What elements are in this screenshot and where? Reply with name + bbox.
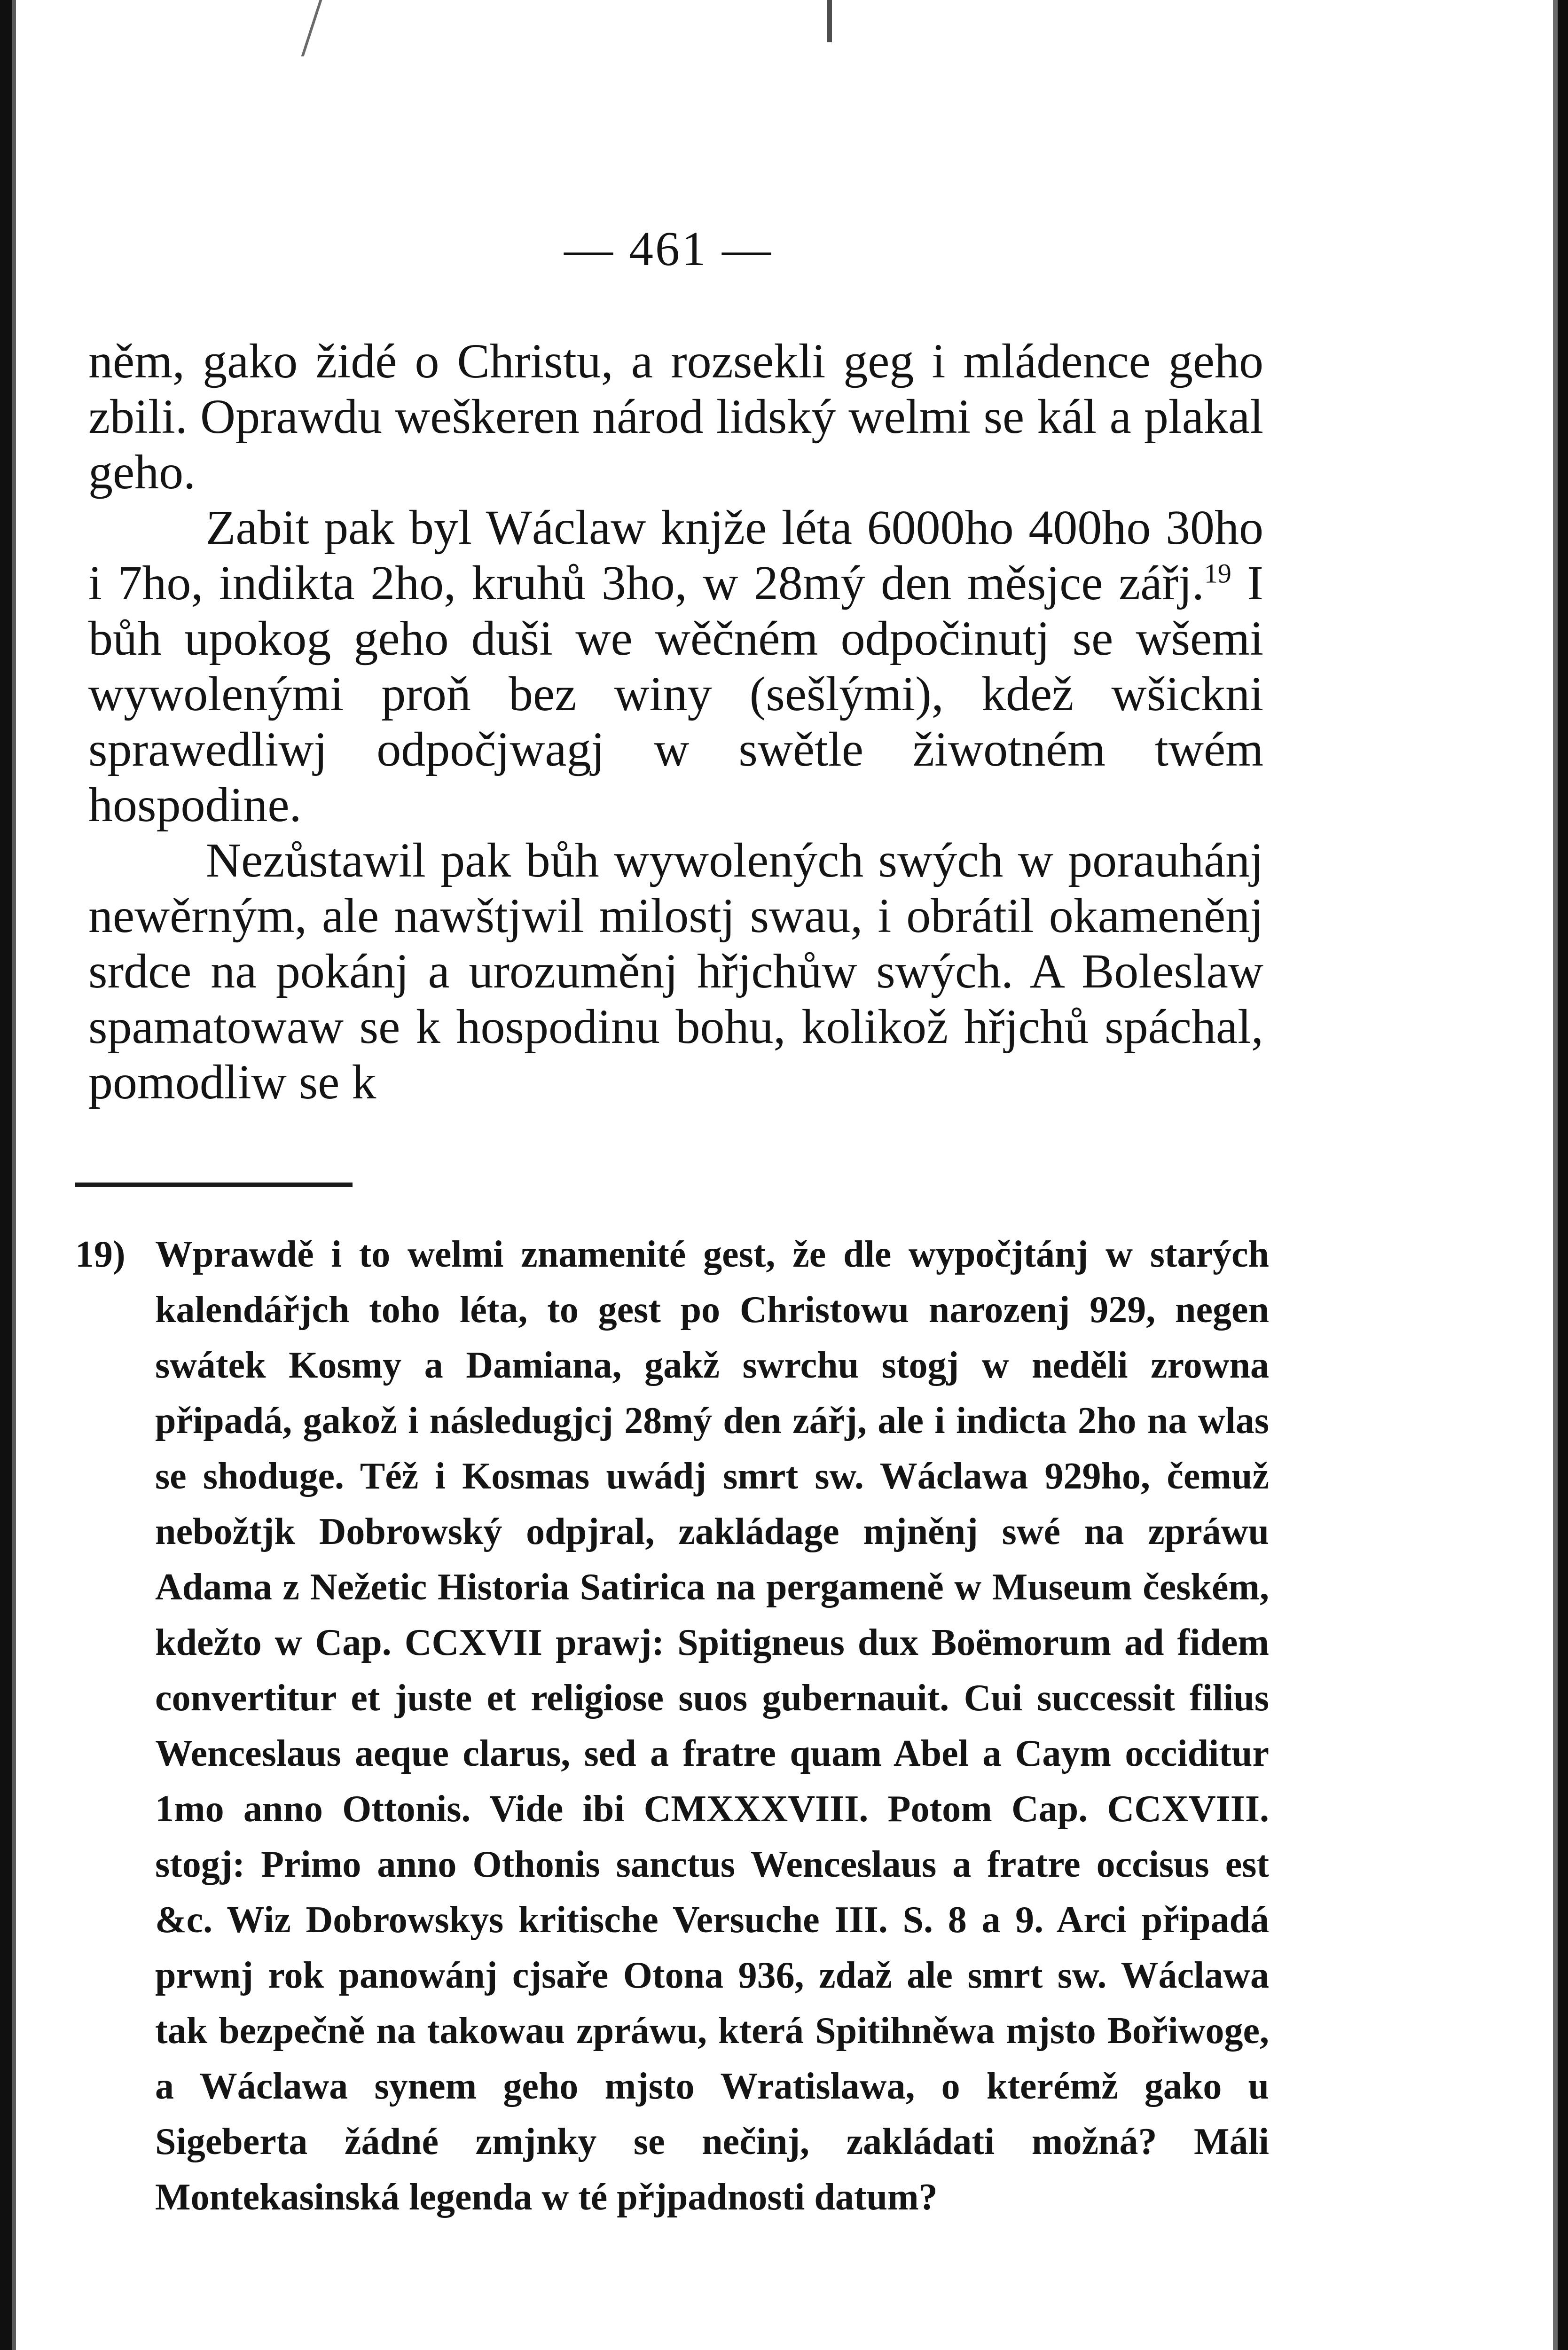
footnote-mark: 19): [75, 1234, 125, 1275]
main-text: [88, 334, 1263, 1110]
footnote-divider: [75, 1183, 353, 1187]
scan-top-mark-2: [827, 0, 832, 42]
paragraph-3: Nezůstawil pak bůh wywolených swých w porauhánj newěrným, ale nawštjwil milostj swau, i obrátil okameněnj srdce na pokánj a urozuměnj hřjchůw swých. A Boleslaw spamatowaw se k hospodinu bohu, kolikož hřjchů spáchal, pomodliw se k: [88, 833, 1263, 1109]
scan-top-mark: [301, 0, 341, 56]
footnote-text: Wprawdě i to welmi znamenité gest, že dle wypočjtánj w starých kalendářjch toho léta, to gest po Christowu narozenj 929, negen swátek Kosmy a Damiana, gakž swrchu stogj w neděli zrowna připadá, gakož i následugjcj 28mý den zářj, ale i indicta 2ho na wlas se shoduge. Též i Kosmas uwádj smrt sw. Wáclawa 929ho, čemuž nebožtjk Dobrowský odpjral, zakládage mjněnj swé na zpráwu Adama z Nežetic Historia Satirica na pergameně w Museum českém, kdežto w Cap. CCXVII prawj: Spitigneus dux Boëmorum ad fidem convertitur et juste et religiose suos gubernauit. Cui successit filius Wenceslaus aeque clarus, sed a fratre quam Abel a Caym occiditur 1mo anno Ottonis. Vide ibi CMXXXVIII. Potom Cap. CCXVIII. stogj: Primo anno Othonis sanctus Wenceslaus a fratre occisus est &c. Wiz Dobrowskys kritische Versuche III. S. 8 a 9. Arci připadá prwnj rok panowánj cjsaře Otona 936, zdaž ale smrt sw. Wáclawa tak bezpečně na takowau zpráwu, která Spitihněwa mjsto Bořiwoge, a Wáclawa synem geho mjsto Wratislawa, o kterémž gako u Sigeberta žádné zmjnky se nečinj, zakládati možná? Máli Montekasinská legenda w té přjpadnosti datum?: [155, 1234, 1269, 2218]
paragraph-2: [88, 500, 1263, 833]
page-number: — 461 —: [564, 222, 773, 276]
scan-edge-right-shadow: [1553, 0, 1558, 2350]
paragraph-2-text: Zabit pak byl Wáclaw knjže léta 6000ho 400ho 30ho i 7ho, indikta 2ho, kruhů 3ho, w 28mý den měsjce zářj.: [88, 501, 1263, 610]
paragraph-1: něm, gako židé o Christu, a rozsekli geg i mládence geho zbili. Oprawdu weškeren národ lidský welmi se kál a plakal geho.: [88, 334, 1263, 499]
paragraph-2-continued: I bůh upokog geho duši we wěčném odpočinutj se wšemi wywolenými proň bez winy (sešlými), kdež wšickni sprawedliwj odpočjwagj w swětle žiwotném twém hospodine.: [88, 556, 1264, 832]
footnote-reference: 19: [1204, 558, 1231, 589]
footnote: [75, 1227, 1269, 2225]
scan-edge-right: [1558, 0, 1568, 2350]
scan-edge-left-shadow: [12, 0, 16, 2350]
scan-edge-left: [0, 0, 12, 2350]
